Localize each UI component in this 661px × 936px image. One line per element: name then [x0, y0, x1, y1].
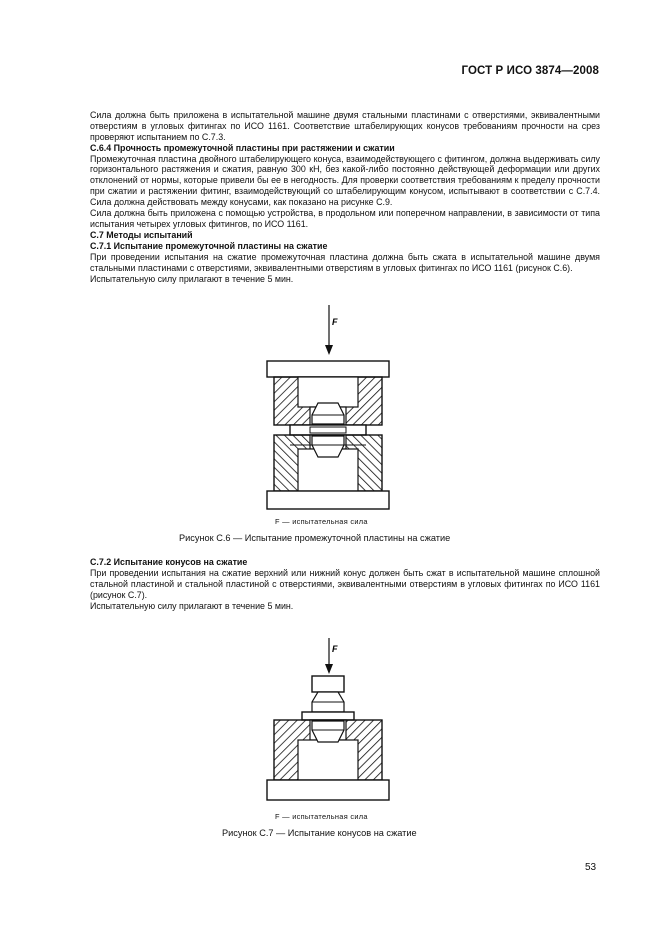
force-arrow-head	[325, 345, 333, 355]
text-block-2	[90, 557, 600, 612]
section-heading: С.7 Методы испытаний	[90, 229, 193, 240]
force-label: F	[332, 644, 338, 654]
top-plate	[267, 361, 389, 377]
section-heading: С.7.1 Испытание промежуточной пластины на сжатие	[90, 240, 328, 251]
paragraph	[90, 99, 600, 143]
lower-cone	[312, 436, 344, 457]
figure-c6-diagram	[262, 303, 394, 515]
paragraph: При проведении испытания на сжатие верхний или нижний конус должен быть сжат в испытательной машине сплошной стальной пластиной и стальной пластиной с отверстиями, эквивалентными отверстиям в угловых фитингах по ИСО 1161 (рисунок С.7).	[90, 567, 600, 600]
force-label: F	[332, 317, 338, 327]
document-header: ГОСТ Р ИСО 3874—2008	[461, 65, 599, 77]
figure-c6-caption: Рисунок С.6 — Испытание промежуточной пластины на сжатие	[179, 533, 451, 543]
page-number: 53	[585, 862, 597, 873]
paragraph: Сила должна быть приложена с помощью устройства, в продольном или поперечном направлении, в зависимости от типа испытания четырех угловых фитингов, по ИСО 1161.	[90, 208, 600, 229]
intermediate-plate	[302, 712, 354, 720]
paragraph: Испытательную силу прилагают в течение 5 мин.	[90, 273, 294, 284]
paragraph: Испытательную силу прилагают в течение 5 мин.	[90, 600, 294, 611]
figure-c7-legend: F — испытательная сила	[275, 812, 368, 821]
bottom-plate	[267, 780, 389, 800]
paragraph: При проведении испытания на сжатие промежуточная пластина должна быть сжата в испытательной машине двумя стальными пластинами с отверстиями, эквивалентными отверстиям в угловых фитингах по ИСО 1161 (рисунок С.6).	[90, 251, 600, 273]
paragraph: Промежуточная пластина двойного штабелирующего конуса, взаимодействующего с фитингом, должна выдерживать силу горизонтального растяжения и сжатия, равную 300 кН, без какой-либо постоянно действующей деформации или других отклонений от нормы, которые привели бы ее в негодность. Для проверки соответствия требованиям к пределу прочности при сжатии и растяжении фитинг, взаимодействующий со штабелирующим конусом, испытывают в соответствии с С.7.4. Сила должна действовать между конусами, как показано на рисунке С.9.	[90, 153, 600, 208]
section-heading: С.7.2 Испытание конусов на сжатие	[90, 557, 248, 567]
figure-c7-diagram	[262, 636, 394, 804]
bottom-plate	[267, 491, 389, 509]
lower-cone	[312, 721, 344, 742]
figure-c6-legend: F — испытательная сила	[275, 517, 368, 526]
solid-plate	[312, 676, 344, 692]
section-heading: С.6.4 Прочность промежуточной пластины при растяжении и сжатии	[90, 142, 395, 153]
force-arrow-head	[325, 664, 333, 674]
figure-c7-caption: Рисунок С.7 — Испытание конусов на сжатие	[222, 828, 417, 838]
upper-cone	[312, 403, 344, 424]
text-block-1	[90, 99, 600, 284]
paragraph-text: Сила должна быть приложена в испытательной машине двумя стальными пластинами с отверстиями, эквивалентными отверстиям в угловых фитингах по ИСО 1161. Соответствие штабелирующих конусов требованиям прочности на срез проверяют испытанием по С.7.3.	[90, 109, 600, 142]
